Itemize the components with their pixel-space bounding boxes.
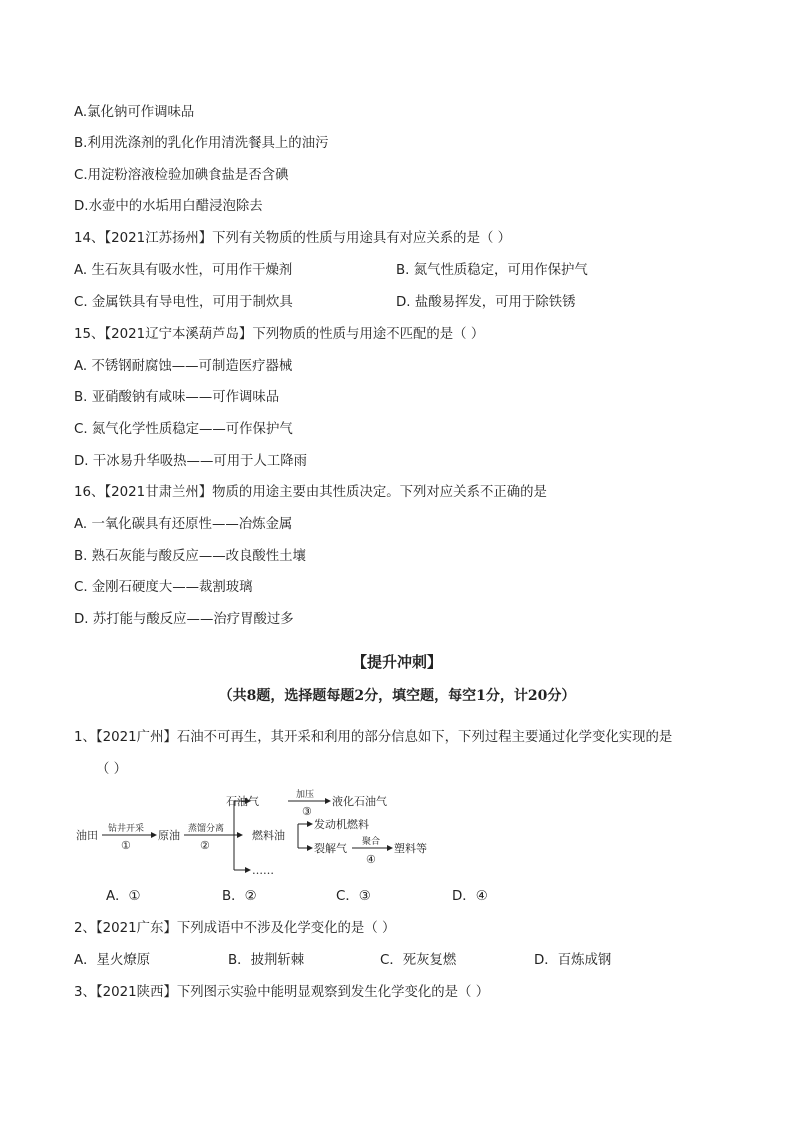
option-b: B.利用洗涤剂的乳化作用清洗餐具上的油污 bbox=[74, 136, 329, 151]
option-d: D. 苏打能与酸反应——治疗胃酸过多 bbox=[74, 612, 294, 627]
option-d: D．④ bbox=[452, 889, 488, 904]
step-3: ③ bbox=[302, 805, 312, 818]
node-crack: 裂解气 bbox=[314, 842, 347, 855]
label-drill: 钻井开采 bbox=[108, 824, 145, 834]
option-c: C.用淀粉溶液检验加碘食盐是否含碘 bbox=[74, 168, 289, 183]
label-distill: 蒸馏分离 bbox=[188, 824, 225, 834]
option-c: C. 金刚石硬度大——裁割玻璃 bbox=[74, 580, 253, 595]
answer-paren: （ ） bbox=[96, 762, 128, 777]
label-poly: 聚合 bbox=[362, 837, 381, 847]
node-oilfield: 油田 bbox=[76, 829, 98, 842]
option-b: B．② bbox=[222, 889, 257, 904]
step-1: ① bbox=[121, 839, 131, 852]
node-gas: 石油气 bbox=[226, 795, 259, 808]
option-c: C．③ bbox=[336, 889, 371, 904]
petroleum-flow-diagram bbox=[74, 788, 474, 880]
option-a: A. 生石灰具有吸水性，可用作干燥剂 bbox=[74, 263, 293, 278]
option-b: B. 熟石灰能与酸反应——改良酸性土壤 bbox=[74, 549, 306, 564]
node-plastic: 塑料等 bbox=[394, 842, 427, 855]
node-fuel: 燃料油 bbox=[252, 829, 285, 842]
node-engine: 发动机燃料 bbox=[314, 818, 369, 831]
option-c: C．死灰复燃 bbox=[380, 953, 457, 968]
option-a: A.氯化钠可作调味品 bbox=[74, 105, 195, 120]
option-b: B．披荆斩棘 bbox=[228, 953, 305, 968]
node-lpg: 液化石油气 bbox=[332, 795, 387, 808]
option-d: D．百炼成钢 bbox=[534, 953, 612, 968]
option-a: A．星火燎原 bbox=[74, 953, 151, 968]
question-16-stem: 16、【2021甘肃兰州】物质的用途主要由其性质决定。下列对应关系不正确的是 bbox=[74, 485, 547, 500]
node-crude: 原油 bbox=[158, 829, 180, 842]
question-14-stem: 14、【2021江苏扬州】下列有关物质的性质与用途具有对应关系的是（ ） bbox=[74, 231, 511, 246]
problem-3-stem: 3、【2021陕西】下列图示实验中能明显观察到发生化学变化的是（ ） bbox=[74, 985, 490, 1000]
option-d: D. 盐酸易挥发，可用于除铁锈 bbox=[396, 295, 576, 310]
step-2: ② bbox=[200, 839, 210, 852]
section-title: 【提升冲刺】 bbox=[351, 653, 442, 671]
section-subtitle: （共8题，选择题每题2分，填空题，每空1分，计20分） bbox=[218, 688, 576, 704]
option-c: C. 氮气化学性质稳定——可作保护气 bbox=[74, 422, 293, 437]
question-15-stem: 15、【2021辽宁本溪葫芦岛】下列物质的性质与用途不匹配的是（ ） bbox=[74, 327, 485, 342]
option-a: A. 一氧化碳具有还原性——冶炼金属 bbox=[74, 517, 293, 532]
option-b: B. 亚硝酸钠有咸味——可作调味品 bbox=[74, 390, 280, 405]
option-a: A．① bbox=[106, 889, 141, 904]
option-b: B. 氮气性质稳定，可用作保护气 bbox=[396, 263, 588, 278]
problem-1-stem: 1、【2021广州】石油不可再生，其开采和利用的部分信息如下，下列过程主要通过化学变化实现的是 bbox=[74, 730, 673, 745]
option-d: D.水壶中的水垢用白醋浸泡除去 bbox=[74, 199, 263, 214]
option-d: D. 干冰易升华吸热——可用于人工降雨 bbox=[74, 454, 308, 469]
node-more: …… bbox=[252, 864, 274, 877]
problem-2-stem: 2、【2021广东】下列成语中不涉及化学变化的是（ ） bbox=[74, 921, 396, 936]
step-4: ④ bbox=[366, 853, 376, 866]
option-c: C. 金属铁具有导电性，可用于制炊具 bbox=[74, 295, 293, 310]
option-a: A. 不锈钢耐腐蚀——可制造医疗器械 bbox=[74, 359, 293, 374]
label-press: 加压 bbox=[296, 790, 315, 800]
